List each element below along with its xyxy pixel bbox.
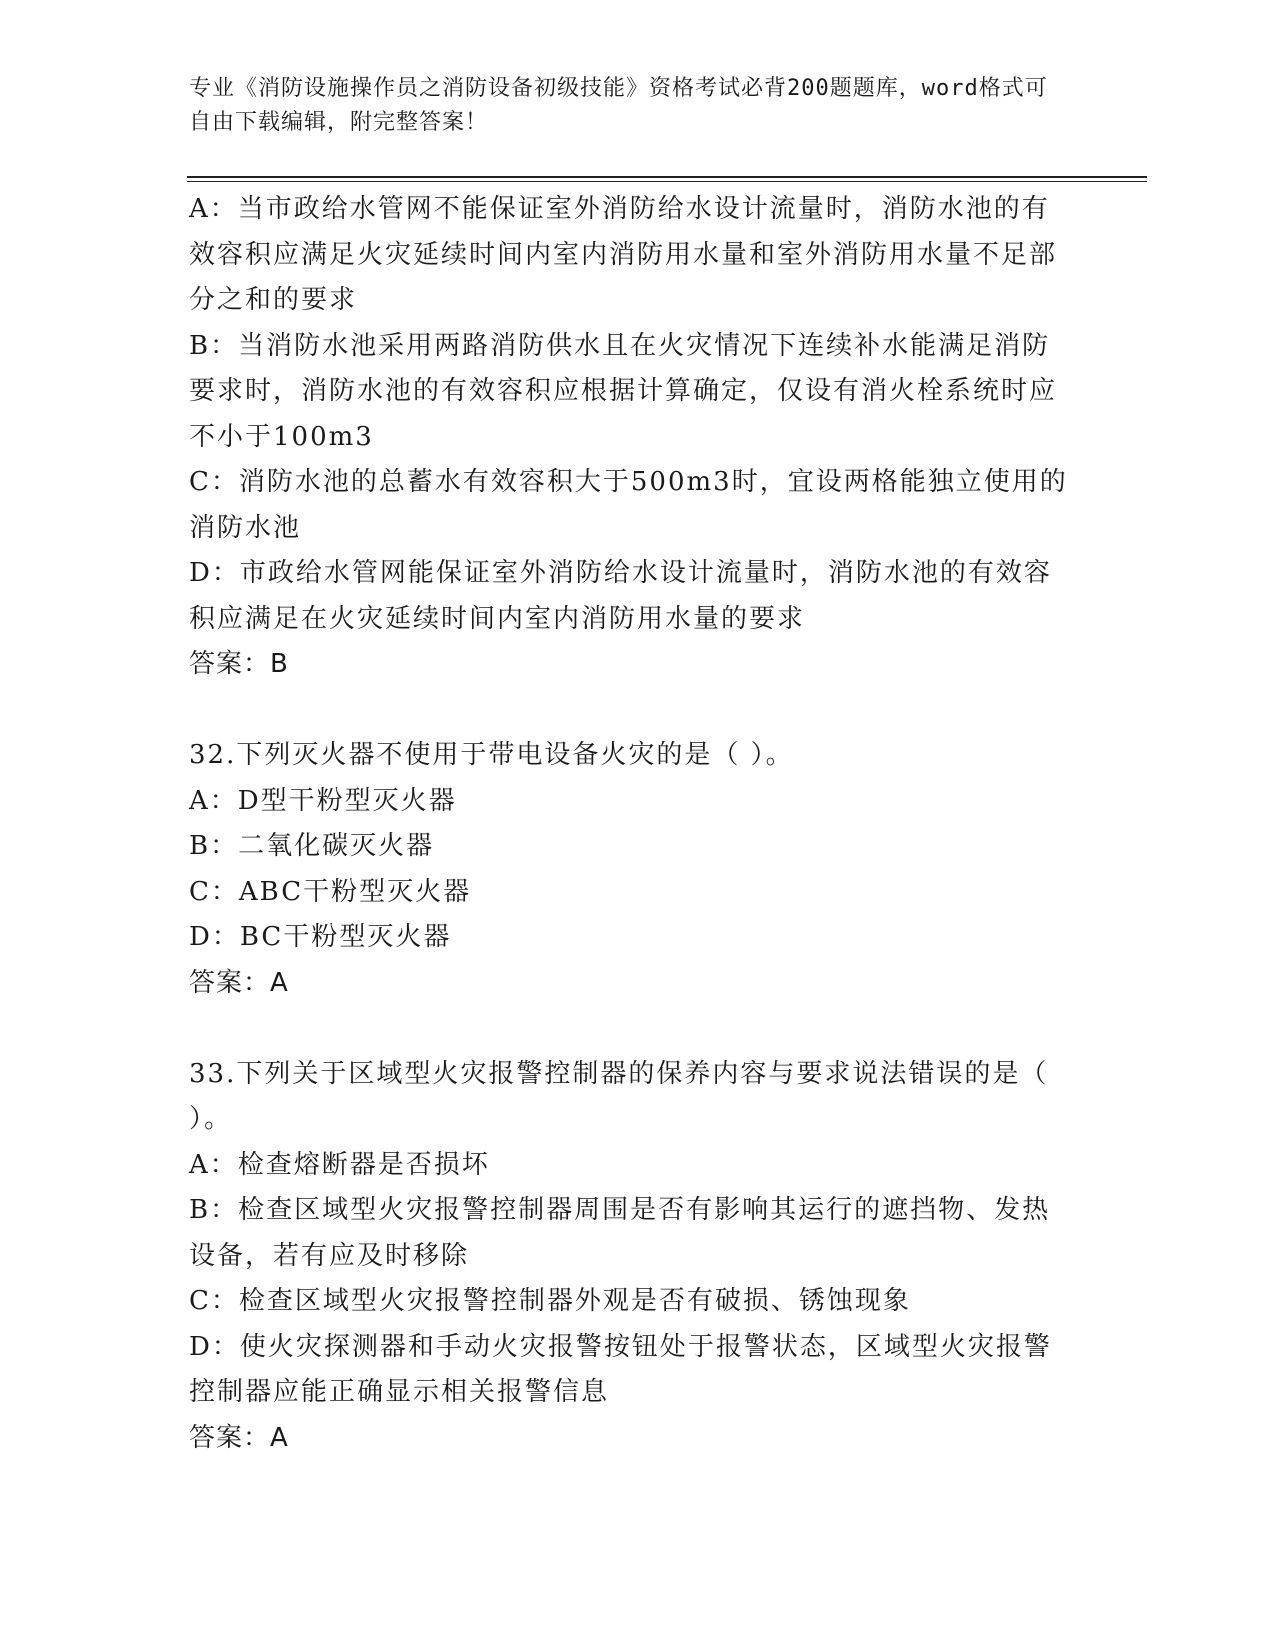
option-a: A：检查熔断器是否损坏 bbox=[189, 1149, 490, 1180]
header-rule-thin bbox=[187, 181, 1147, 182]
question-32: 32.下列灭火器不使用于带电设备火灾的是（ ）。 bbox=[189, 740, 794, 770]
option-d: D：市政给水管网能保证室外消防给水设计流量时，消防水池的有效容积应满足在火灾延续时间内室内消防用水量的要求 bbox=[189, 558, 1052, 634]
option-b: B：检查区域型火灾报警控制器周围是否有影响其运行的遮挡物、发热设备，若有应及时移除 bbox=[189, 1195, 1051, 1271]
option-c: C：检查区域型火灾报警控制器外观是否有破损、锈蚀现象 bbox=[189, 1286, 911, 1316]
content bbox=[189, 187, 1069, 1461]
option-b: B：二氧化碳灭火器 bbox=[189, 831, 435, 861]
answer: 答案：B bbox=[189, 649, 289, 679]
option-d: D：使火灾探测器和手动火灾报警按钮处于报警状态，区域型火灾报警控制器应能正确显示相关报警信息 bbox=[189, 1331, 1052, 1407]
option-c: C：ABC干粉型灭火器 bbox=[189, 876, 472, 907]
option-c: C：消防水池的总蓄水有效容积大于500m3时，宜设两格能独立使用的消防水池 bbox=[189, 467, 1068, 543]
answer: 答案：A bbox=[189, 967, 289, 998]
option-d: D：BC干粉型灭火器 bbox=[189, 922, 452, 952]
option-a: A：当市政给水管网不能保证室外消防给水设计流量时，消防水池的有效容积应满足火灾延续时间内室内消防用水量和室外消防用水量不足部分之和的要求 bbox=[189, 194, 1058, 315]
spacer bbox=[189, 1006, 1069, 1052]
page-header: 专业《消防设施操作员之消防设备初级技能》资格考试必背200题题库，word格式可自由下载编辑，附完整答案！ bbox=[189, 76, 1048, 135]
option-b: B：当消防水池采用两路消防供水且在火灾情况下连续补水能满足消防要求时，消防水池的有效容积应根据计算确定，仅设有消火栓系统时应不小于100m3 bbox=[189, 330, 1058, 452]
answer: 答案：A bbox=[189, 1422, 289, 1453]
question-33: 33.下列关于区域型火灾报警控制器的保养内容与要求说法错误的是（ ）。 bbox=[189, 1058, 1049, 1134]
spacer bbox=[189, 688, 1069, 734]
option-a: A：D型干粉型灭火器 bbox=[189, 785, 457, 816]
header-rule-thick bbox=[187, 176, 1147, 178]
